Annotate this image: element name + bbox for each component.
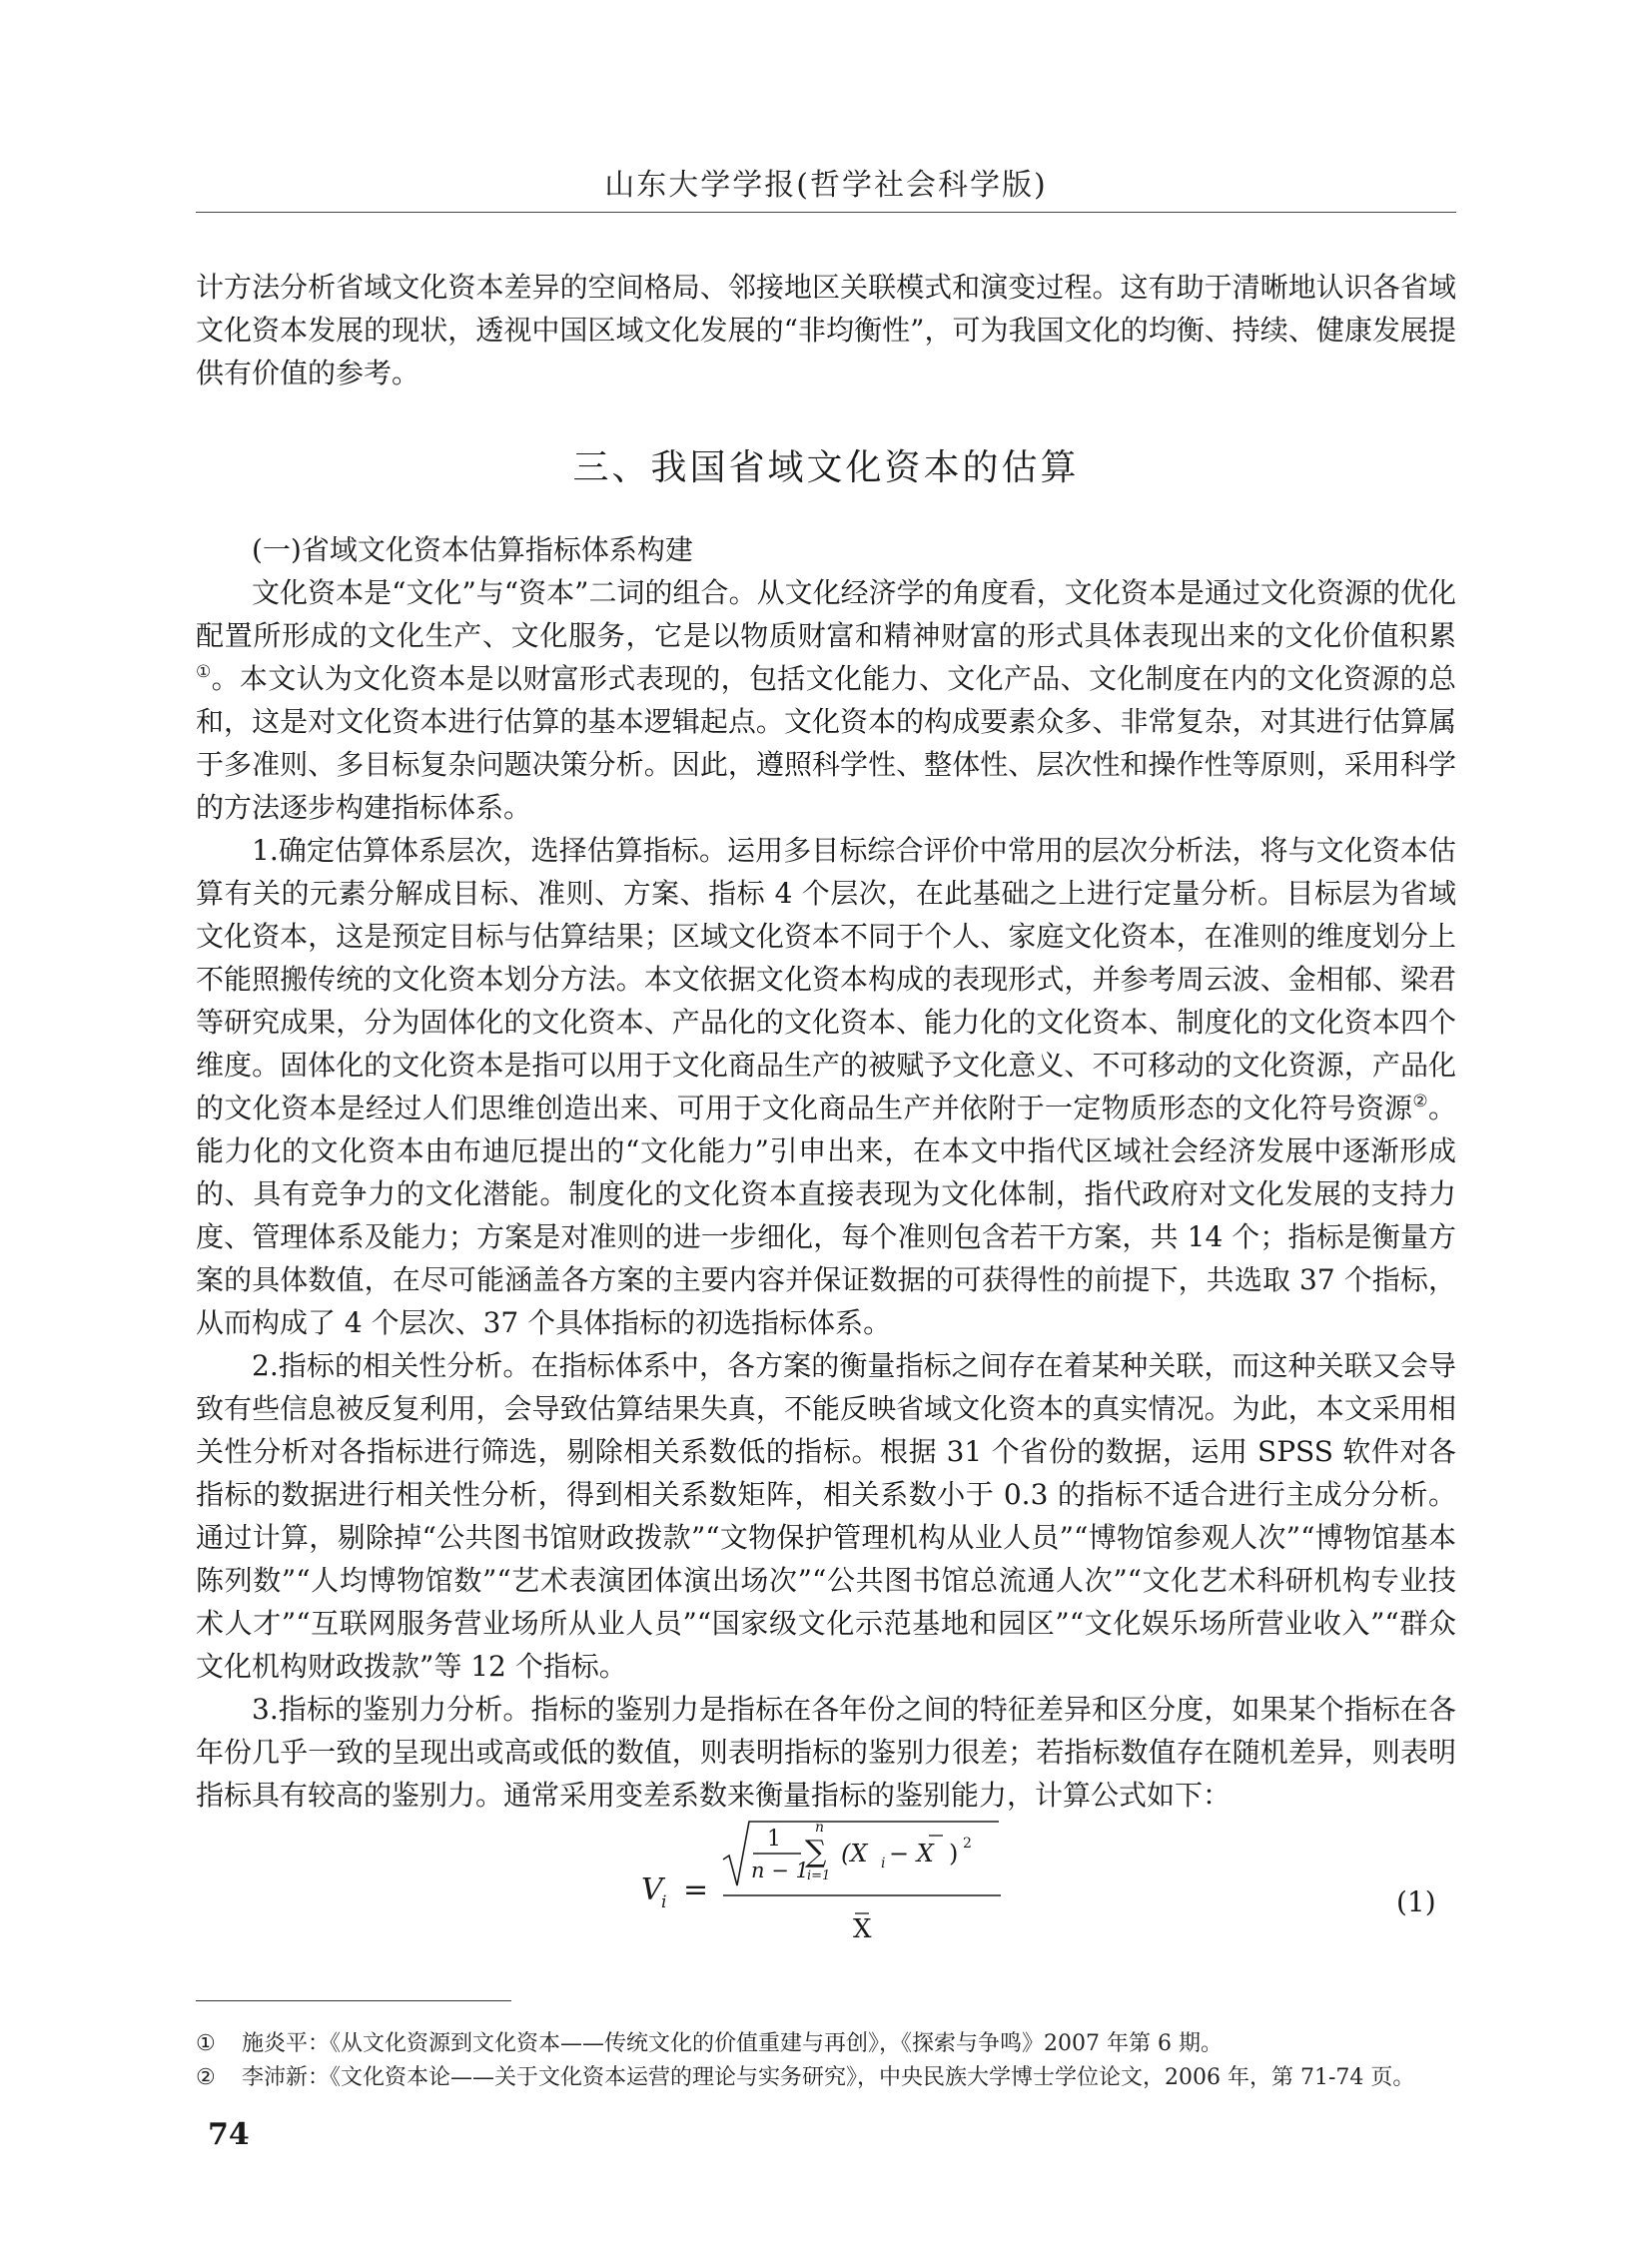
- sum-lower-limit: i=1: [807, 1868, 831, 1883]
- formula-lhs-sub: i: [661, 1892, 667, 1912]
- sum-upper-limit: n: [815, 1820, 825, 1836]
- intro-text: 计方法分析省域文化资本差异的空间格局、邻接地区关联模式和演变过程。这有助于清晰地认识各省域文化资本发展的现状，透视中国区域文化发展的“非均衡性”，可为我国文化的均衡、持续、健康发展提供有价值的参考。: [196, 271, 1456, 389]
- subsection-heading: (一)省域文化资本估算指标体系构建: [252, 533, 693, 566]
- footnote-ref-1: ①: [196, 662, 212, 682]
- formula-n-minus-1: n − 1: [751, 1859, 809, 1882]
- paragraph-1-text-a: 文化资本是“文化”与“资本”二词的组合。从文化经济学的角度看，文化资本是通过文化资源的优化配置所形成的文化生产、文化服务，它是以物质财富和精神财富的形式具体表现出来的文化价值积累: [196, 576, 1456, 652]
- formula-term-sub: i: [881, 1856, 886, 1871]
- paragraph-4: 3.指标的鉴别力分析。指标的鉴别力是指标在各年份之间的特征差异和区分度，如果某个指标在各年份几乎一致的呈现出或高或低的数值，则表明指标的鉴别力很差；若指标数值存在随机差异，则表明指标具有较高的鉴别力。通常采用变差系数来衡量指标的鉴别能力，计算公式如下：: [196, 1693, 1456, 1812]
- intro-paragraph: [196, 266, 1456, 394]
- formula-denominator: X: [853, 1914, 872, 1944]
- footnote-ref-2: ②: [1412, 1092, 1428, 1112]
- main-body: [196, 528, 1456, 1817]
- sum-sigma: ∑: [805, 1835, 827, 1869]
- footnote-2-text: 李沛新：《文化资本论——关于文化资本运营的理论与实务研究》，中央民族大学博士学位论文，2006 年，第 71-74 页。: [242, 2065, 1415, 2090]
- paragraph-3: 2.指标的相关性分析。在指标体系中，各方案的衡量指标之间存在着某种关联，而这种关联又会导致有些信息被反复利用，会导致估算结果失真，不能反映省域文化资本的真实情况。为此，本文采用相关性分析对各指标进行筛选，剔除相关系数低的指标。根据 31 个省份的数据，运用 SPSS 软件对各指标的数据进行相关性分析，得到相关系数矩阵，相关系数小于 0.3 的指标不适合进行主成分分析。通过计算，剔除掉“公共图书馆财政拨款”“文物保护管理机构从业人员”“博物馆参观人次”“博物馆基本陈列数”“人均博物馆数”“艺术表演团体演出场次”“公共图书馆总流通人次”“文化艺术科研机构专业技术人才”“互联网服务营业场所从业人员”“国家级文化示范基地和园区”“文化娱乐场所营业收入”“群众文化机构财政拨款”等 12 个指标。: [196, 1349, 1456, 1683]
- footnote-1-mark: ①: [196, 2031, 216, 2056]
- paragraph-1: [196, 571, 1456, 829]
- footnote-1: [196, 2029, 1456, 2059]
- footnote-rule: [196, 2000, 511, 2001]
- formula-close: ): [949, 1840, 959, 1868]
- paragraph-2-text-b: 。能力化的文化资本由布迪厄提出的“文化能力”引申出来，在本文中指代区域社会经济发展中逐渐形成的、具有竞争力的文化潜能。制度化的文化资本直接表现为文化体制，指代政府对文化发展的支持力度、管理体系及能力；方案是对准则的进一步细化，每个准则包含若干方案，共 14 个；指标是衡量方案的具体数值，在尽可能涵盖各方案的主要内容并保证数据的可获得性的前提下，共选取 37 个指标，从而构成了 4 个层次、37 个具体指标的初选指标体系。: [196, 1092, 1456, 1339]
- page-number: 74: [208, 2117, 250, 2152]
- paragraph-1-text-b: 。本文认为文化资本是以财富形式表现的，包括文化能力、文化产品、文化制度在内的文化资源的总和，这是对文化资本进行估算的基本逻辑起点。文化资本的构成要素众多、非常复杂，对其进行估算属于多准则、多目标复杂问题决策分析。因此，遵照科学性、整体性、层次性和操作性等原则，采用科学的方法逐步构建指标体系。: [196, 662, 1456, 824]
- formula-minus-xbar: − X: [889, 1840, 934, 1868]
- formula-power: 2: [963, 1836, 972, 1852]
- section-title: 三、我国省域文化资本的估算: [572, 447, 1080, 488]
- formula-term: (X: [841, 1840, 868, 1868]
- paragraph-2: [196, 829, 1456, 1344]
- formula-one: 1: [767, 1827, 781, 1852]
- header-rule: [196, 212, 1456, 213]
- formula-lhs: V: [641, 1872, 663, 1907]
- formula-equals: =: [683, 1872, 709, 1907]
- variation-coefficient-formula: [639, 1818, 1039, 1947]
- equation-number: (1): [1396, 1885, 1436, 1918]
- running-header: 山东大学学报(哲学社会科学版): [604, 168, 1048, 203]
- paragraph-2-text-a: 1.确定估算体系层次，选择估算指标。运用多目标综合评价中常用的层次分析法，将与文化资本估算有关的元素分解成目标、准则、方案、指标 4 个层次，在此基础之上进行定量分析。目标层为省域文化资本，这是预定目标与估算结果；区域文化资本不同于个人、家庭文化资本，在准则的维度划分上不能照搬传统的文化资本划分方法。本文依据文化资本构成的表现形式，并参考周云波、金相郁、梁君等研究成果，分为固体化的文化资本、产品化的文化资本、能力化的文化资本、制度化的文化资本四个维度。固体化的文化资本是指可以用于文化商品生产的被赋予文化意义、不可移动的文化资源，产品化的文化资本是经过人们思维创造出来、可用于文化商品生产并依附于一定物质形态的文化符号资源: [196, 834, 1456, 1124]
- footnote-2: [196, 2063, 1456, 2093]
- footnote-2-mark: ②: [196, 2065, 216, 2090]
- footnote-1-text: 施炎平：《从文化资源到文化资本——传统文化的价值重建与再创》，《探索与争鸣》2007 年第 6 期。: [242, 2031, 1223, 2056]
